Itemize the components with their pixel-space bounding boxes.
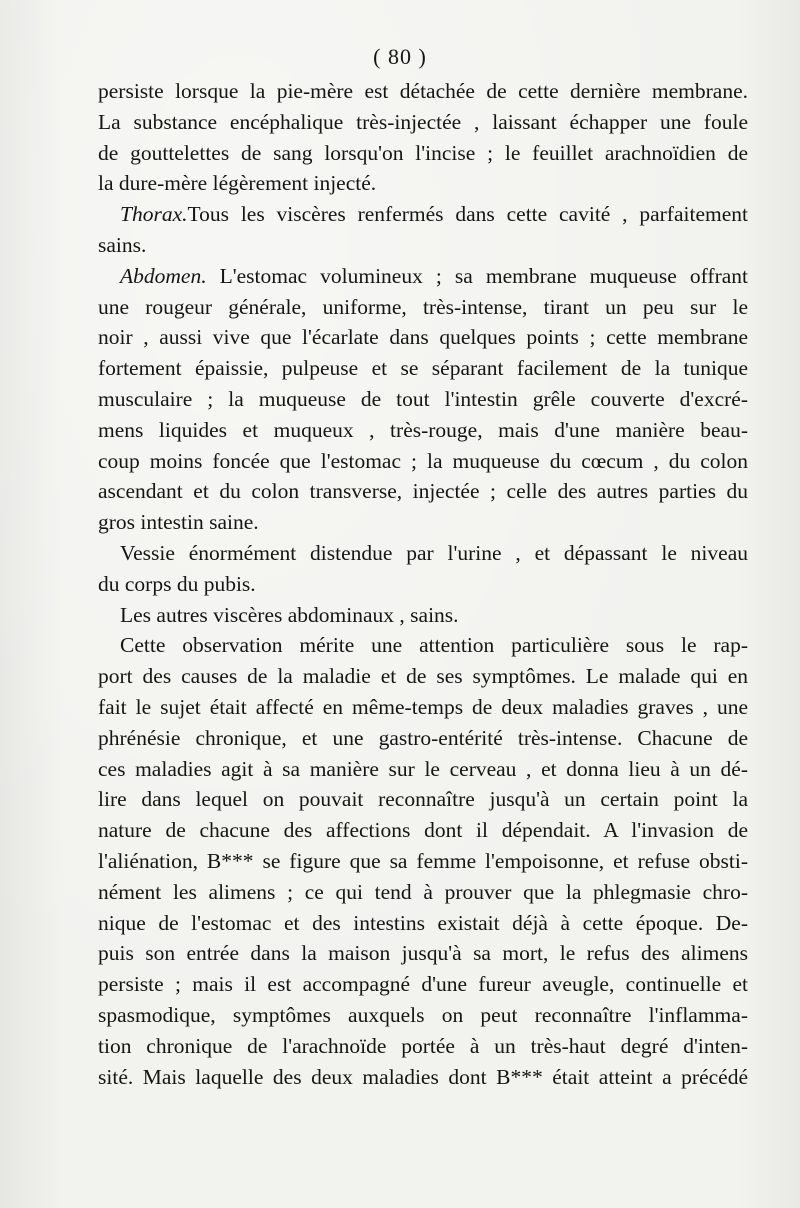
text-line: noir , aussi vive que l'écarlate dans quelques points ; cette membrane bbox=[98, 325, 748, 350]
text-line: fait le sujet était affecté en même-temps de deux maladies graves , une bbox=[98, 694, 748, 719]
text-line: du corps du pubis. bbox=[98, 571, 256, 596]
text-line: gros intestin saine. bbox=[98, 510, 259, 535]
text-line: lire dans lequel on pouvait reconnaître jusqu'à un certain point la bbox=[98, 787, 748, 812]
text-line: tion chronique de l'arachnoïde portée à un très-haut degré d'inten- bbox=[98, 1033, 748, 1058]
text-line: puis son entrée dans la maison jusqu'à sa mort, le refus des alimens bbox=[98, 941, 748, 966]
text-line: nature de chacune des affections dont il dépendait. A l'invasion de bbox=[98, 818, 748, 843]
text-line: spasmodique, symptômes auxquels on peut reconnaître l'inflamma- bbox=[98, 1002, 748, 1027]
text-line: port des causes de la maladie et de ses symptômes. Le malade qui en bbox=[98, 664, 748, 689]
text-line bbox=[98, 261, 748, 292]
text-line: La substance encéphalique très-injectée , laissant échapper une foule bbox=[98, 109, 748, 134]
text-line: persiste lorsque la pie-mère est détachée de cette dernière membrane. bbox=[98, 79, 748, 103]
text-line: persiste ; mais il est accompagné d'une fureur aveugle, continuelle et bbox=[98, 972, 748, 997]
text-line: Les autres viscères abdominaux , sains. bbox=[120, 602, 459, 627]
text-line: de gouttelettes de sang lorsqu'on l'incise ; le feuillet arachnoïdien de bbox=[98, 140, 748, 165]
text-line: nément les alimens ; ce qui tend à prouver que la phlegmasie chro- bbox=[98, 879, 748, 904]
text-line-content: Tous les viscères renfermés dans cette cavité , parfaitement bbox=[187, 202, 748, 227]
section-heading-abdomen: Abdomen. bbox=[120, 263, 207, 288]
section-heading-thorax: Thorax. bbox=[120, 202, 188, 227]
body-text bbox=[98, 76, 748, 1092]
text-line-content: L'estomac volumineux ; sa membrane muqueuse offrant bbox=[206, 263, 748, 288]
text-line: ces maladies agit à sa manière sur le cerveau , et donna lieu à un dé- bbox=[98, 756, 748, 781]
text-line: sains. bbox=[98, 232, 147, 257]
text-line: Vessie énormément distendue par l'urine , et dépassant le niveau bbox=[120, 540, 748, 565]
text-line: nique de l'estomac et des intestins existait déjà à cette époque. De- bbox=[98, 910, 748, 935]
text-line: musculaire ; la muqueuse de tout l'intestin grêle couverte d'excré- bbox=[98, 386, 748, 411]
text-line: ascendant et du colon transverse, injectée ; celle des autres parties du bbox=[98, 479, 748, 504]
text-line: coup moins foncée que l'estomac ; la muqueuse du cœcum , du colon bbox=[98, 448, 748, 473]
text-line: fortement épaissie, pulpeuse et se séparant facilement de la tunique bbox=[98, 356, 748, 381]
text-line: phrénésie chronique, et une gastro-entérité très-intense. Chacune de bbox=[98, 725, 748, 750]
text-line: une rougeur générale, uniforme, très-intense, tirant un peu sur le bbox=[98, 294, 748, 319]
text-line: l'aliénation, B*** se figure que sa femme l'empoisonne, et refuse obsti- bbox=[98, 848, 748, 873]
text-line: la dure-mère légèrement injecté. bbox=[98, 171, 377, 196]
text-line: mens liquides et muqueux , très-rouge, mais d'une manière beau- bbox=[98, 417, 748, 442]
page-number: ( 80 ) bbox=[373, 44, 427, 69]
text-line bbox=[98, 199, 748, 230]
text-line: Cette observation mérite une attention particulière sous le rap- bbox=[120, 633, 748, 658]
text-line: sité. Mais laquelle des deux maladies dont B*** était atteint a précédé bbox=[98, 1064, 748, 1089]
